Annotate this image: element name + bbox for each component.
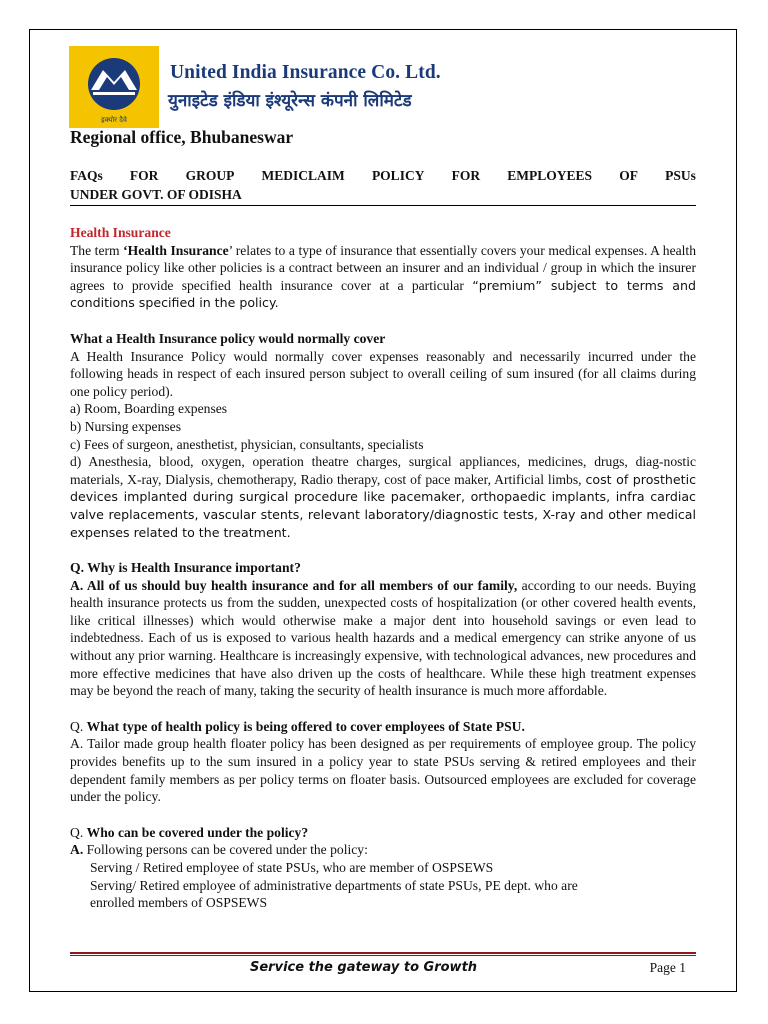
- footer-tagline: Service the gateway to Growth: [250, 960, 478, 975]
- footer-rule: [70, 952, 696, 954]
- section-heading-coverage: What a Health Insurance policy would normally cover: [70, 330, 386, 346]
- covered-person-item: enrolled members of OSPSEWS: [90, 895, 268, 911]
- title-word: MEDICLAIM: [261, 168, 345, 183]
- question-who-covered: [70, 824, 696, 842]
- title-word: FAQs: [70, 168, 103, 183]
- title-word: GROUP: [185, 168, 235, 183]
- footer-rule-thin: [70, 955, 696, 956]
- title-word: PSUs: [665, 168, 696, 183]
- coverage-list: [70, 400, 696, 453]
- title-word: FOR: [129, 168, 159, 183]
- text: d) Anesthesia, blood, oxygen, operation theatre charges, surgical appliances, medicines, drugs, diag-nostic materials, X-ray, Dialysis, chemotherapy, Radio therapy, cost of pace maker, Artificial limbs,: [70, 454, 696, 487]
- text: Q.: [70, 824, 87, 840]
- coverage-item: c) Fees of surgeon, anesthetist, physician, consultants, specialists: [70, 436, 424, 452]
- document-title: [70, 166, 696, 204]
- title-word: POLICY: [371, 168, 425, 183]
- text: A.: [70, 842, 84, 858]
- question-why-important: Q. Why is Health Insurance important?: [70, 560, 301, 576]
- text: according to our needs. Buying health insurance protects us from the sudden, unexpected costs of hospitalization (or other covered health events, like critical illnesses) which would otherwise make a major dent into household savings or even lead to indebtedness. Each of us is exposed to various health hazards and a medical emergency can strike anyone of us without any prior warning. Healthcare is increasingly expensive, with technological advances, new procedures and more effective medicines that have also driven up the costs of healthcare. While these high treatment expenses may be beyond the reach of many, taking the security of health insurance is much more affordable.: [70, 577, 696, 699]
- covered-persons-list: [70, 859, 696, 912]
- covered-person-item: Serving/ Retired employee of administrative departments of state PSUs, PE dept. who are: [90, 877, 578, 893]
- title-line-1: [70, 166, 696, 185]
- answer-who-covered-intro: [70, 841, 696, 859]
- svg-text:इक्योर दैवे: इक्योर दैवे: [101, 116, 127, 124]
- text: The term: [70, 242, 124, 258]
- title-word: OF: [619, 168, 638, 183]
- text: “premium” subject to terms and conditions specified in the policy.: [70, 277, 696, 311]
- page-number: Page 1: [649, 960, 686, 975]
- text: Q.: [70, 718, 87, 734]
- section-heading-health-insurance: Health Insurance: [70, 225, 171, 240]
- title-rule: [70, 205, 696, 206]
- term-health-insurance: ‘Health Insurance: [123, 242, 229, 258]
- coverage-intro: A Health Insurance Policy would normally cover expenses reasonably and necessarily incurred under the following heads in respect of each insured person subject to overall ceiling of sum insured (for all claims during one policy period).: [70, 348, 696, 399]
- text: ’ relates to a type of insurance that essentially covers your medical expenses. A health insurance policy like other policies is a contract between an insurer and an individual / group in which the insurer agrees to provide specified health insurance cover at a particular: [70, 242, 696, 293]
- question-policy-type: [70, 718, 696, 736]
- title-line-2: UNDER GOVT. OF ODISHA: [70, 187, 242, 202]
- text: cost of prosthetic devices implanted during surgical procedure like pacemaker, orthopaedic implants, infra cardiac valve replacements, vascular stents, relevant laboratory/diagnostic tests, X-ray and other medical expenses related to the treatment.: [70, 471, 696, 540]
- text: Following persons can be covered under the policy:: [83, 842, 368, 858]
- document-body: [70, 224, 696, 912]
- coverage-item: a) Room, Boarding expenses: [70, 401, 228, 417]
- answer-why-important: [70, 577, 696, 700]
- coverage-item: b) Nursing expenses: [70, 418, 181, 434]
- company-name-hindi: युनाइटेड इंडिया इंश्यूरेन्स कंपनी लिमिटेड: [168, 91, 412, 111]
- covered-person-item: Serving / Retired employee of state PSUs, who are member of OSPSEWS: [90, 860, 494, 875]
- health-insurance-paragraph: [70, 242, 696, 312]
- title-word: FOR: [451, 168, 481, 183]
- title-word: EMPLOYEES: [507, 168, 593, 183]
- regional-office: Regional office, Bhubaneswar: [70, 127, 294, 147]
- text: Who can be covered under the policy?: [86, 824, 309, 840]
- text: What type of health policy is being offered to cover employees of State PSU.: [86, 718, 525, 734]
- company-logo: [69, 46, 159, 128]
- answer-policy-type: A. Tailor made group health floater policy has been designed as per requirements of employee group. The policy provides benefits up to the sum insured in a policy year to state PSUs serving & retired employees and their dependent family members as per policy terms on floater basis. Outsourced employees are excluded for coverage under the policy.: [70, 736, 696, 805]
- company-name-english: United India Insurance Co. Ltd.: [170, 62, 441, 83]
- coverage-item-d: [70, 453, 696, 541]
- text: A. All of us should buy health insurance and for all members of our family,: [70, 577, 518, 593]
